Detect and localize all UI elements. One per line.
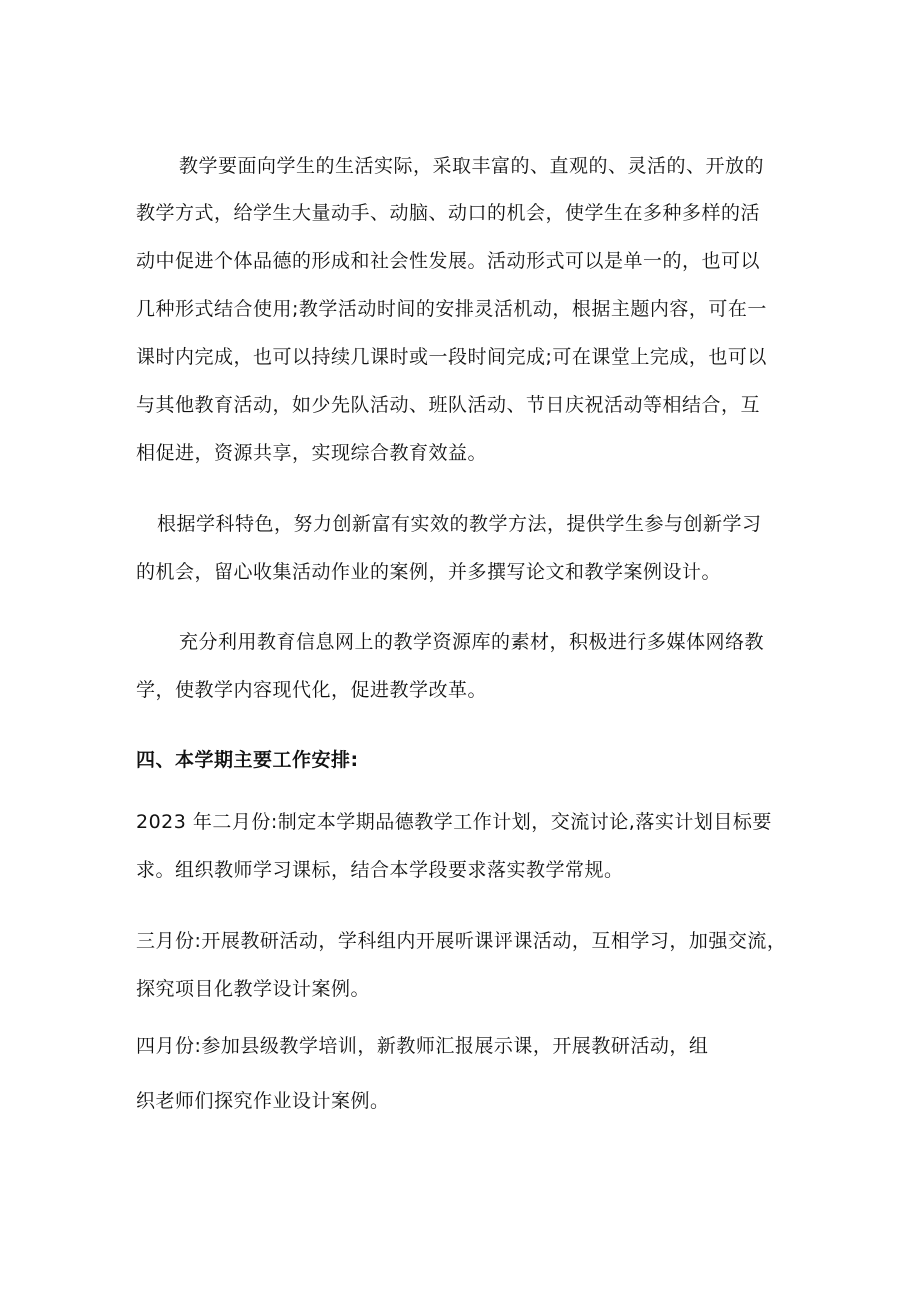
plan-april-line-2: 织老师们探究作业设计案例。 bbox=[136, 1090, 390, 1112]
plan-february-line-1: 2023 年二月份:制定本学期品德教学工作计划，交流讨论,落实计划目标要 bbox=[136, 811, 772, 833]
plan-march-line-1: 三月份:开展教研活动，学科组内开展听课评课活动，互相学习，加强交流， bbox=[136, 930, 787, 952]
paragraph-1-line-2: 教学方式，给学生大量动手、动脑、动口的机会，使学生在多种多样的活 bbox=[136, 202, 761, 224]
paragraph-1-line-7: 相促进，资源共享，实现综合教育效益。 bbox=[136, 442, 488, 464]
plan-march-line-2: 探究项目化教学设计案例。 bbox=[136, 978, 371, 1000]
paragraph-1-line-1: 教学要面向学生的生活实际，采取丰富的、直观的、灵活的、开放的 bbox=[179, 155, 765, 177]
paragraph-2-line-2: 的机会，留心收集活动作业的案例，并多撰写论文和教学案例设计。 bbox=[136, 561, 722, 583]
section-heading: 四、本学期主要工作安排: bbox=[136, 749, 359, 771]
paragraph-2-line-1: 根据学科特色，努力创新富有实效的教学方法，提供学生参与创新学习 bbox=[157, 513, 762, 535]
paragraph-1-line-6: 与其他教育活动，如少先队活动、班队活动、节日庆祝活动等相结合，互 bbox=[136, 394, 761, 416]
paragraph-3-line-1: 充分利用教育信息网上的教学资源库的素材，积极进行多媒体网络教 bbox=[179, 631, 765, 653]
paragraph-1-line-4: 几种形式结合使用;教学活动时间的安排灵活机动，根据主题内容，可在一 bbox=[136, 298, 767, 320]
plan-february-line-2: 求。组织教师学习课标，结合本学段要求落实教学常规。 bbox=[136, 859, 624, 881]
paragraph-1-line-3: 动中促进个体品德的形成和社会性发展。活动形式可以是单一的，也可以 bbox=[136, 250, 761, 272]
paragraph-3-line-2: 学，使教学内容现代化，促进教学改革。 bbox=[136, 679, 488, 701]
plan-april-line-1: 四月份:参加县级教学培训，新教师汇报展示课，开展教研活动，组 bbox=[136, 1035, 709, 1057]
paragraph-1-line-5: 课时内完成，也可以持续几课时或一段时间完成;可在课堂上完成，也可以 bbox=[136, 346, 767, 368]
